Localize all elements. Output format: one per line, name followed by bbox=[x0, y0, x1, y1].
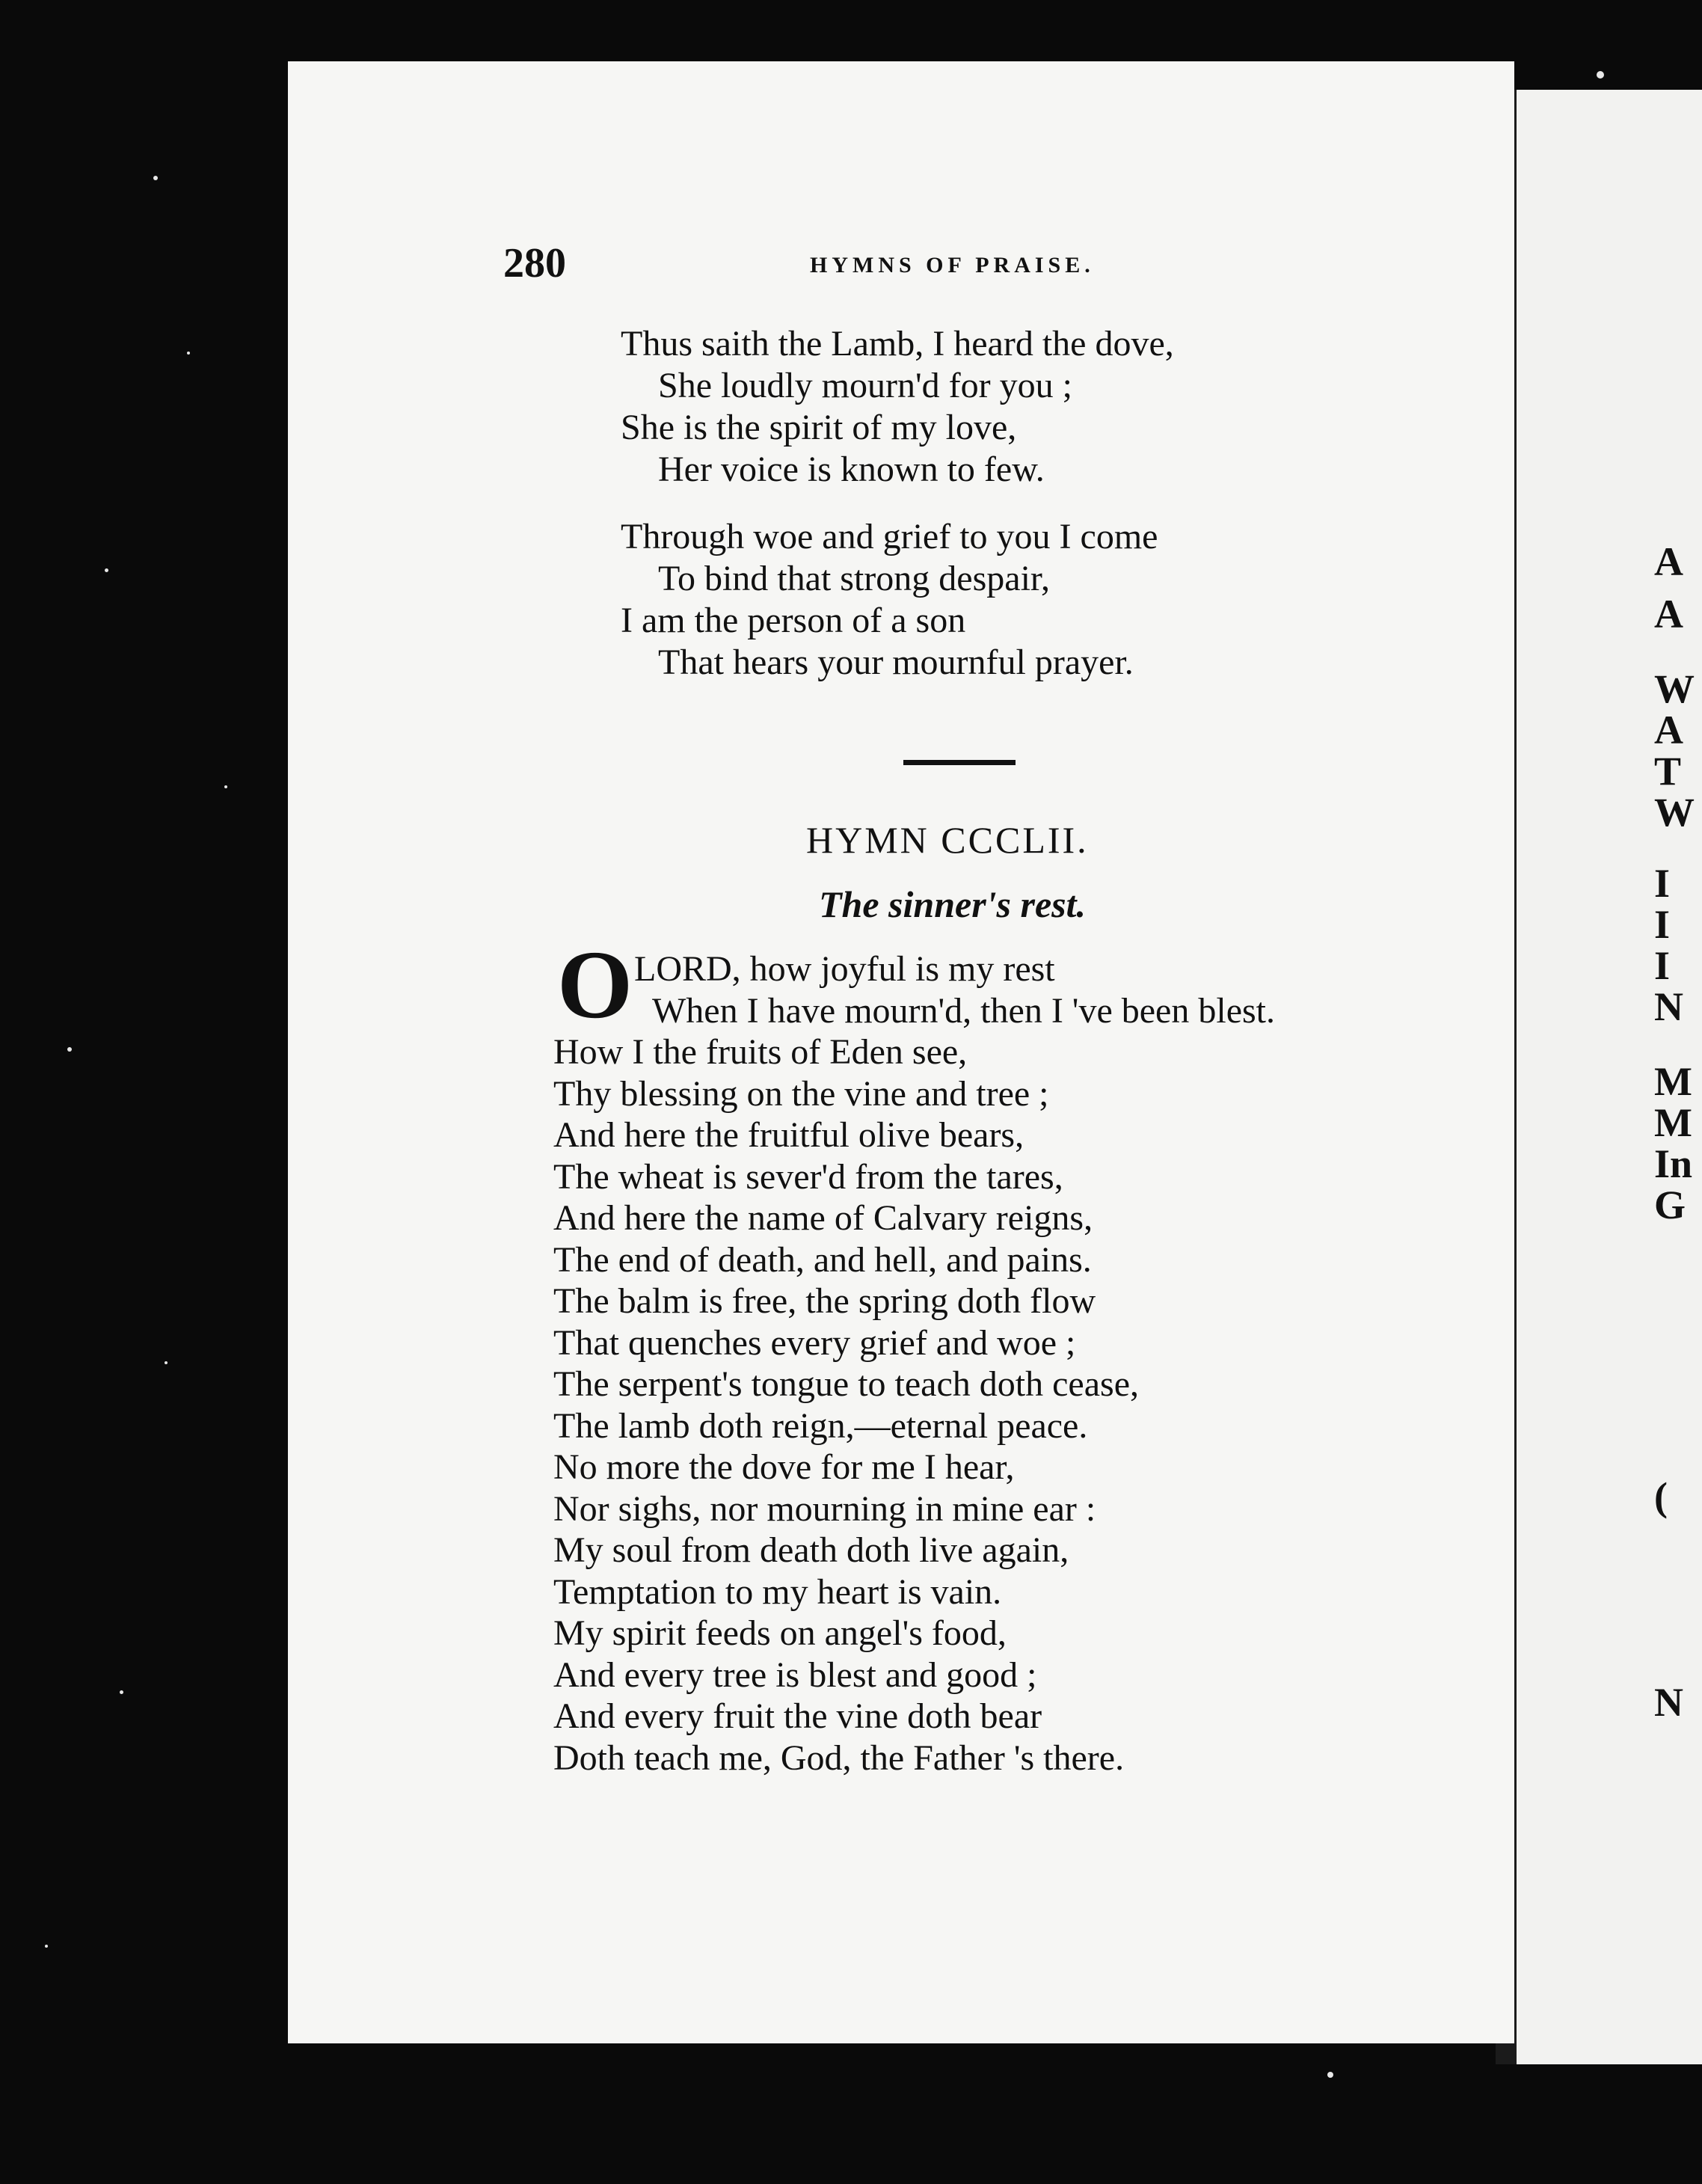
facing-letter: In bbox=[1654, 1141, 1693, 1186]
verse-line: Thus saith the Lamb, I heard the dove, bbox=[621, 324, 1174, 364]
hymn-line: The serpent's tongue to teach doth cease, bbox=[553, 1364, 1140, 1404]
facing-letter: N bbox=[1654, 984, 1683, 1029]
hymn-line: When I have mourn'd, then I 've been blest. bbox=[652, 990, 1276, 1031]
speck bbox=[1597, 71, 1604, 79]
speck bbox=[187, 352, 190, 355]
hymn-line: Doth teach me, God, the Father 's there. bbox=[553, 1737, 1125, 1778]
hymn-line: And every fruit the vine doth bear bbox=[553, 1696, 1042, 1736]
verse-line: She is the spirit of my love, bbox=[621, 408, 1017, 447]
facing-letter: I bbox=[1654, 943, 1671, 988]
hymn-line: Nor sighs, nor mourning in mine ear : bbox=[553, 1488, 1096, 1529]
speck bbox=[105, 568, 108, 572]
hymn-line: And every tree is blest and good ; bbox=[553, 1654, 1037, 1695]
speck bbox=[153, 176, 158, 180]
verse-line: She loudly mourn'd for you ; bbox=[658, 366, 1072, 405]
facing-letter: N bbox=[1654, 1680, 1683, 1725]
hymn-line: My soul from death doth live again, bbox=[553, 1530, 1069, 1570]
hymn-line: Temptation to my heart is vain. bbox=[553, 1571, 1002, 1612]
hymn-line: That quenches every grief and woe ; bbox=[553, 1322, 1076, 1363]
speck bbox=[120, 1690, 123, 1694]
hymn-line: And here the name of Calvary reigns, bbox=[553, 1198, 1093, 1238]
verse-line: I am the person of a son bbox=[621, 601, 966, 640]
facing-letter: A bbox=[1654, 708, 1683, 752]
hymn-line: LORD, how joyful is my rest bbox=[634, 949, 1055, 989]
hymn-line: Thy blessing on the vine and tree ; bbox=[553, 1073, 1049, 1114]
facing-letter: I bbox=[1654, 861, 1671, 906]
page-number: 280 bbox=[503, 240, 566, 286]
speck bbox=[67, 1047, 72, 1052]
section-divider bbox=[903, 760, 1016, 765]
facing-letter: ( bbox=[1654, 1474, 1668, 1519]
facing-letter: G bbox=[1654, 1183, 1686, 1227]
hymn-line: The wheat is sever'd from the tares, bbox=[553, 1156, 1063, 1197]
facing-letter: A bbox=[1654, 539, 1683, 584]
facing-letter: W bbox=[1654, 790, 1695, 835]
hymn-line: The end of death, and hell, and pains. bbox=[553, 1239, 1092, 1280]
verse-2 bbox=[621, 516, 1158, 684]
hymn-line: And here the fruitful olive bears, bbox=[553, 1115, 1024, 1155]
hymn-line: The balm is free, the spring doth flow bbox=[553, 1281, 1096, 1321]
facing-letter: M bbox=[1654, 1059, 1692, 1104]
verse-line: Her voice is known to few. bbox=[658, 450, 1045, 489]
hymn-line: My spirit feeds on angel's food, bbox=[553, 1613, 1007, 1653]
running-title: HYMNS OF PRAISE. bbox=[810, 253, 1095, 277]
drop-cap: O bbox=[557, 931, 633, 1039]
hymn-number: HYMN CCCLII. bbox=[806, 819, 1089, 861]
facing-letter: M bbox=[1654, 1100, 1692, 1145]
hymn-opening-lines bbox=[634, 948, 1275, 1031]
verse-1 bbox=[621, 323, 1174, 491]
facing-letter: T bbox=[1654, 749, 1682, 794]
verse-line: That hears your mournful prayer. bbox=[658, 642, 1134, 682]
facing-letter: I bbox=[1654, 902, 1671, 947]
page-header bbox=[503, 239, 1176, 292]
hymn-subtitle: The sinner's rest. bbox=[819, 883, 1087, 925]
speck bbox=[165, 1361, 168, 1364]
hymn-line: No more the dove for me I hear, bbox=[553, 1447, 1015, 1487]
verse-line: Through woe and grief to you I come bbox=[621, 517, 1158, 556]
hymn-line: How I the fruits of Eden see, bbox=[553, 1032, 968, 1072]
speck bbox=[45, 1945, 48, 1948]
facing-letter: A bbox=[1654, 592, 1683, 637]
facing-letter: W bbox=[1654, 666, 1695, 711]
speck bbox=[224, 785, 227, 788]
hymn-body bbox=[553, 1031, 1139, 1779]
verse-line: To bind that strong despair, bbox=[658, 559, 1050, 598]
hymn-line: The lamb doth reign,—eternal peace. bbox=[553, 1405, 1088, 1446]
speck bbox=[1327, 2072, 1333, 2078]
